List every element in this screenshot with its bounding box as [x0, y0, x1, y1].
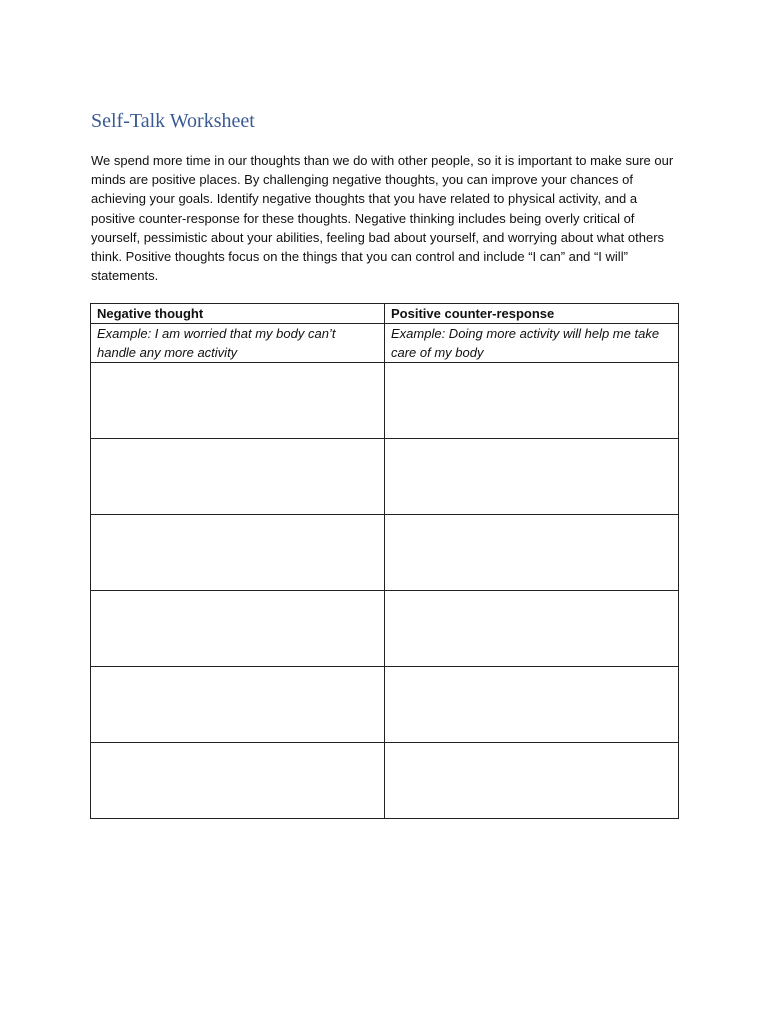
negative-thought-cell[interactable] — [91, 591, 385, 667]
table-header-row — [91, 304, 679, 324]
header-positive-counter-response: Positive counter-response — [385, 304, 679, 324]
table-row — [91, 743, 679, 819]
table-row — [91, 667, 679, 743]
table-row — [91, 591, 679, 667]
negative-thought-cell[interactable] — [91, 515, 385, 591]
example-negative-cell: Example: I am worried that my body can’t handle any more activity — [91, 324, 385, 363]
positive-response-cell[interactable] — [385, 743, 679, 819]
positive-response-cell[interactable] — [385, 667, 679, 743]
header-negative-thought: Negative thought — [91, 304, 385, 324]
positive-response-cell[interactable] — [385, 363, 679, 439]
negative-thought-cell[interactable] — [91, 743, 385, 819]
table-row — [91, 363, 679, 439]
negative-thought-cell[interactable] — [91, 439, 385, 515]
self-talk-table — [90, 303, 679, 819]
positive-response-cell[interactable] — [385, 439, 679, 515]
table-row — [91, 515, 679, 591]
negative-thought-cell[interactable] — [91, 363, 385, 439]
intro-paragraph: We spend more time in our thoughts than we do with other people, so it is important to make sure our minds are positive places. By challenging negative thoughts, you can improve your chances of achieving your goals. Identify negative thoughts that you have related to physical activity, and a positive counter-response for these thoughts. Negative thinking includes being overly critical of yourself, pessimistic about your abilities, feeling bad about yourself, and worrying about what others think. Positive thoughts focus on the things that you can control and include “I can” and “I will” statements. — [91, 153, 674, 284]
positive-response-cell[interactable] — [385, 515, 679, 591]
example-positive-cell: Example: Doing more activity will help me take care of my body — [385, 324, 679, 363]
page-title: Self-Talk Worksheet — [91, 110, 255, 132]
positive-response-cell[interactable] — [385, 591, 679, 667]
negative-thought-cell[interactable] — [91, 667, 385, 743]
example-row — [91, 324, 679, 363]
table-row — [91, 439, 679, 515]
